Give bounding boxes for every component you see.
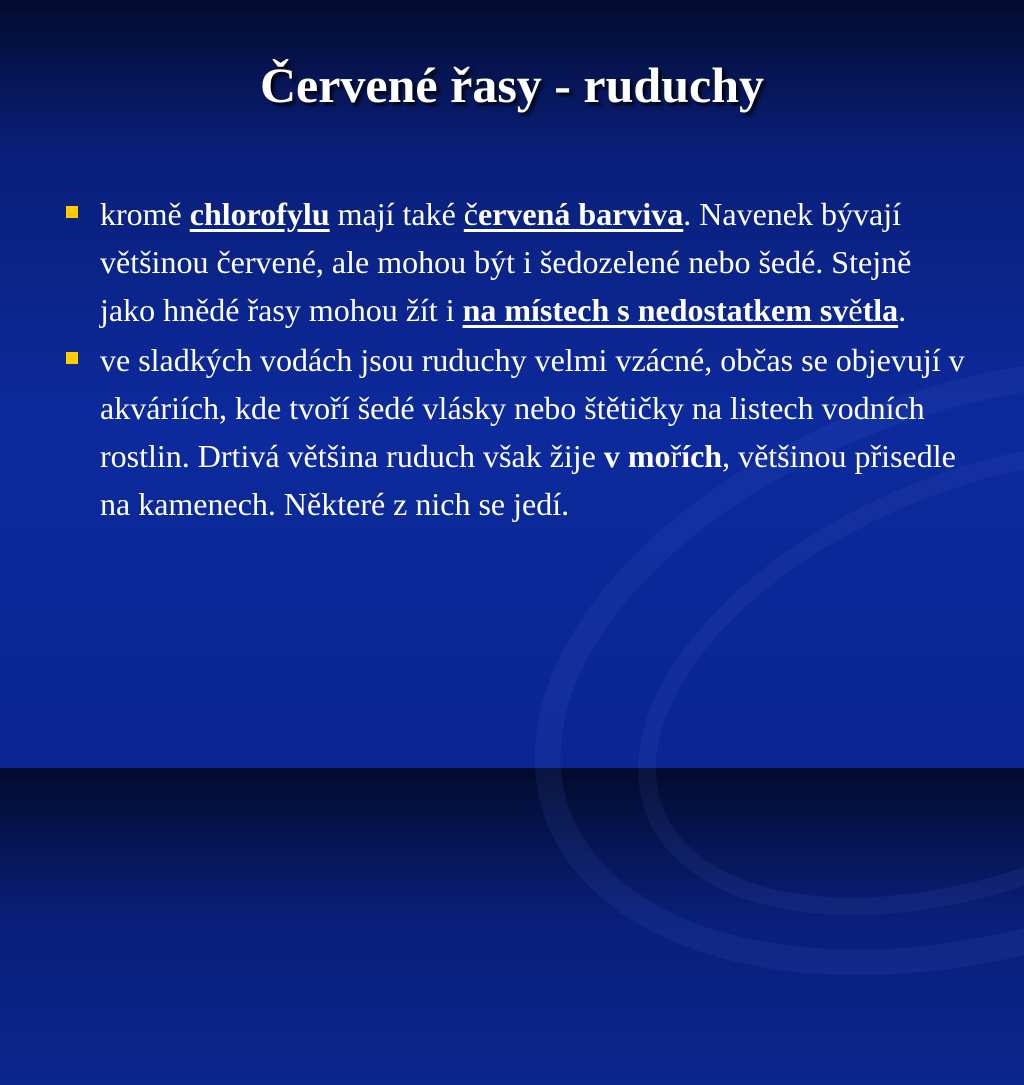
square-bullet-icon — [66, 206, 78, 218]
slide-title: Červené řasy - ruduchy — [259, 57, 765, 113]
bullet-text: mají také — [329, 196, 464, 232]
link-nedostatek-svetla[interactable]: na místech s nedostatkem světla — [462, 292, 899, 328]
bullet-list — [60, 190, 970, 530]
link-cervena-barviva[interactable]: červená barviva — [463, 196, 684, 232]
bullet-item — [60, 190, 970, 334]
bullet-text: kromě — [100, 196, 190, 232]
emphasis-v-morich: v mořích — [603, 438, 723, 474]
bullet-text: . Navenek bývají většinou červené, ale mohou být i šedozelené nebo šedé. Stejně jako hnědé řasy mohou žít i — [100, 196, 912, 328]
bullet-text: . — [898, 292, 907, 328]
bullet-text: ve sladkých vodách jsou ruduchy velmi vzácné, občas se objevují v akváriích, kde tvoří šedé vlásky nebo štětičky na listech vodních rostlin. Drtivá většina ruduch však žije — [100, 342, 965, 474]
link-chlorofylu[interactable]: chlorofylu — [189, 196, 330, 232]
bullet-item — [60, 336, 970, 528]
square-bullet-icon — [66, 352, 78, 364]
bullet-text: , většinou přisedle na kamenech. Některé z nich se jedí. — [100, 438, 956, 522]
